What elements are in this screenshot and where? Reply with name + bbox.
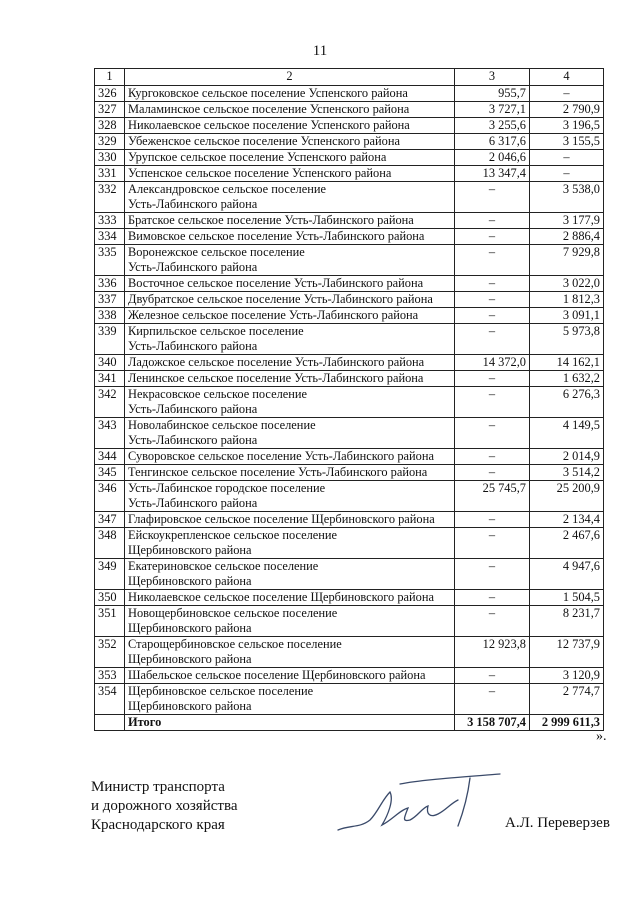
settlement-name-line: Ленинское сельское поселение Усть-Лабинского района <box>128 371 424 385</box>
value-col3: – <box>455 684 530 715</box>
settlement-name-line: Щербиновского района <box>128 543 252 557</box>
allocation-table <box>94 68 604 731</box>
settlement-name <box>125 166 455 182</box>
table-row <box>95 637 604 668</box>
settlement-name <box>125 308 455 324</box>
row-number: 350 <box>95 590 125 606</box>
row-number: 328 <box>95 118 125 134</box>
table-row <box>95 102 604 118</box>
settlement-name <box>125 150 455 166</box>
value-col3: – <box>455 668 530 684</box>
value-col3: – <box>455 449 530 465</box>
row-number: 331 <box>95 166 125 182</box>
value-col3: – <box>455 292 530 308</box>
settlement-name-line: Ладожское сельское поселение Усть-Лабинского района <box>128 355 425 369</box>
settlement-name-line: Усть-Лабинского района <box>128 197 258 211</box>
value-col4: 7 929,8 <box>530 245 604 276</box>
settlement-name-line: Маламинское сельское поселение Успенского района <box>128 102 410 116</box>
value-col3: – <box>455 371 530 387</box>
settlement-name-line: Щербиновского района <box>128 652 252 666</box>
settlement-name <box>125 86 455 102</box>
total-number-cell <box>95 715 125 731</box>
value-col3: 25 745,7 <box>455 481 530 512</box>
settlement-name-line: Шабельское сельское поселение Щербиновского района <box>128 668 426 682</box>
value-col4: 4 947,6 <box>530 559 604 590</box>
settlement-name-line: Усть-Лабинского района <box>128 402 258 416</box>
value-col3: – <box>455 528 530 559</box>
table-row <box>95 606 604 637</box>
value-col4: 12 737,9 <box>530 637 604 668</box>
settlement-name <box>125 324 455 355</box>
value-col4: 3 022,0 <box>530 276 604 292</box>
row-number: 353 <box>95 668 125 684</box>
value-col3: – <box>455 418 530 449</box>
row-number: 340 <box>95 355 125 371</box>
value-col4: 2 886,4 <box>530 229 604 245</box>
value-col4: 3 177,9 <box>530 213 604 229</box>
handwritten-signature <box>330 770 510 840</box>
value-col4: 4 149,5 <box>530 418 604 449</box>
settlement-name <box>125 387 455 418</box>
value-col3: 955,7 <box>455 86 530 102</box>
table-row <box>95 528 604 559</box>
value-col3: 6 317,6 <box>455 134 530 150</box>
settlement-name-line: Двубратское сельское поселение Усть-Лабинского района <box>128 292 433 306</box>
table-row <box>95 668 604 684</box>
settlement-name <box>125 355 455 371</box>
value-col4: 2 790,9 <box>530 102 604 118</box>
row-number: 339 <box>95 324 125 355</box>
settlement-name <box>125 418 455 449</box>
settlement-name <box>125 512 455 528</box>
settlement-name-line: Восточное сельское поселение Усть-Лабинского района <box>128 276 424 290</box>
value-col4: 2 014,9 <box>530 449 604 465</box>
table-row <box>95 150 604 166</box>
settlement-name <box>125 371 455 387</box>
row-number: 337 <box>95 292 125 308</box>
table-row <box>95 245 604 276</box>
value-col4: 3 514,2 <box>530 465 604 481</box>
value-col3: 2 046,6 <box>455 150 530 166</box>
value-col4: 1 812,3 <box>530 292 604 308</box>
table-row <box>95 324 604 355</box>
settlement-name-line: Вимовское сельское поселение Усть-Лабинского района <box>128 229 425 243</box>
value-col4: 2 467,6 <box>530 528 604 559</box>
settlement-name <box>125 229 455 245</box>
settlement-name <box>125 213 455 229</box>
row-number: 346 <box>95 481 125 512</box>
settlement-name-line: Урупское сельское поселение Успенского района <box>128 150 387 164</box>
settlement-name <box>125 590 455 606</box>
value-col4: 2 774,7 <box>530 684 604 715</box>
row-number: 334 <box>95 229 125 245</box>
settlement-name-line: Щербиновского района <box>128 699 252 713</box>
settlement-name <box>125 559 455 590</box>
column-header: 2 <box>125 69 455 86</box>
settlement-name <box>125 292 455 308</box>
value-col4: – <box>530 150 604 166</box>
total-col4: 2 999 611,3 <box>530 715 604 731</box>
settlement-name-line: Усть-Лабинского района <box>128 433 258 447</box>
page-number: 11 <box>312 43 328 59</box>
table-row <box>95 559 604 590</box>
settlement-name <box>125 182 455 213</box>
value-col3: – <box>455 213 530 229</box>
value-col4: 1 632,2 <box>530 371 604 387</box>
settlement-name-line: Екатериновское сельское поселение <box>128 559 319 573</box>
settlement-name <box>125 118 455 134</box>
settlement-name <box>125 668 455 684</box>
table-row <box>95 371 604 387</box>
value-col3: – <box>455 308 530 324</box>
settlement-name <box>125 465 455 481</box>
signature-title-line: Министр транспорта <box>91 779 225 795</box>
settlement-name <box>125 684 455 715</box>
table-row <box>95 481 604 512</box>
settlement-name-line: Усть-Лабинского района <box>128 496 258 510</box>
settlement-name-line: Воронежское сельское поселение <box>128 245 305 259</box>
row-number: 330 <box>95 150 125 166</box>
signature-title <box>91 778 238 835</box>
row-number: 335 <box>95 245 125 276</box>
table-row <box>95 308 604 324</box>
settlement-name-line: Успенское сельское поселение Успенского района <box>128 166 392 180</box>
settlement-name-line: Кирпильское сельское поселение <box>128 324 304 338</box>
value-col3: – <box>455 245 530 276</box>
settlement-name <box>125 245 455 276</box>
settlement-name-line: Ейскоукрепленское сельское поселение <box>128 528 338 542</box>
column-header: 4 <box>530 69 604 86</box>
settlement-name-line: Щербиновское сельское поселение <box>128 684 314 698</box>
value-col4: 3 091,1 <box>530 308 604 324</box>
signature-title-line: и дорожного хозяйства <box>91 798 238 814</box>
value-col3: 13 347,4 <box>455 166 530 182</box>
value-col3: – <box>455 606 530 637</box>
settlement-name-line: Новолабинское сельское поселение <box>128 418 316 432</box>
value-col4: 3 196,5 <box>530 118 604 134</box>
table-row <box>95 418 604 449</box>
table-row <box>95 276 604 292</box>
column-header: 3 <box>455 69 530 86</box>
settlement-name-line: Старощербиновское сельское поселение <box>128 637 342 651</box>
settlement-name-line: Усть-Лабинского района <box>128 260 258 274</box>
settlement-name-line: Суворовское сельское поселение Усть-Лабинского района <box>128 449 435 463</box>
settlement-name-line: Кургоковское сельское поселение Успенского района <box>128 86 408 100</box>
value-col4: 3 538,0 <box>530 182 604 213</box>
value-col4: 14 162,1 <box>530 355 604 371</box>
value-col3: 3 727,1 <box>455 102 530 118</box>
value-col3: – <box>455 229 530 245</box>
total-label: Итого <box>125 715 455 731</box>
settlement-name <box>125 134 455 150</box>
row-number: 327 <box>95 102 125 118</box>
value-col3: 12 923,8 <box>455 637 530 668</box>
value-col3: 14 372,0 <box>455 355 530 371</box>
row-number: 333 <box>95 213 125 229</box>
row-number: 344 <box>95 449 125 465</box>
value-col3: – <box>455 276 530 292</box>
value-col4: 3 120,9 <box>530 668 604 684</box>
table-row <box>95 166 604 182</box>
settlement-name <box>125 449 455 465</box>
settlement-name <box>125 276 455 292</box>
settlement-name-line: Братское сельское поселение Усть-Лабинского района <box>128 213 414 227</box>
settlement-name-line: Глафировское сельское поселение Щербиновского района <box>128 512 435 526</box>
value-col3: – <box>455 387 530 418</box>
table-row <box>95 512 604 528</box>
settlement-name <box>125 606 455 637</box>
settlement-name-line: Усть-Лабинское городское поселение <box>128 481 326 495</box>
settlement-name <box>125 102 455 118</box>
settlement-name-line: Железное сельское поселение Усть-Лабинского района <box>128 308 419 322</box>
table-row <box>95 590 604 606</box>
settlement-name <box>125 637 455 668</box>
row-number: 338 <box>95 308 125 324</box>
settlement-name-line: Щербиновского района <box>128 574 252 588</box>
table-row <box>95 118 604 134</box>
signature-title-line: Краснодарского края <box>91 817 225 833</box>
row-number: 351 <box>95 606 125 637</box>
value-col3: – <box>455 182 530 213</box>
settlement-name-line: Николаевское сельское поселение Успенского района <box>128 118 410 132</box>
table-row <box>95 213 604 229</box>
total-row <box>95 715 604 731</box>
value-col4: – <box>530 166 604 182</box>
row-number: 336 <box>95 276 125 292</box>
total-col3: 3 158 707,4 <box>455 715 530 731</box>
value-col4: 25 200,9 <box>530 481 604 512</box>
row-number: 354 <box>95 684 125 715</box>
table-row <box>95 387 604 418</box>
row-number: 345 <box>95 465 125 481</box>
row-number: 343 <box>95 418 125 449</box>
table-row <box>95 292 604 308</box>
settlement-name-line: Николаевское сельское поселение Щербиновского района <box>128 590 434 604</box>
table-row <box>95 355 604 371</box>
settlement-name-line: Усть-Лабинского района <box>128 339 258 353</box>
row-number: 352 <box>95 637 125 668</box>
settlement-name-line: Новощербиновское сельское поселение <box>128 606 338 620</box>
value-col3: 3 255,6 <box>455 118 530 134</box>
value-col4: 5 973,8 <box>530 324 604 355</box>
row-number: 349 <box>95 559 125 590</box>
row-number: 342 <box>95 387 125 418</box>
row-number: 332 <box>95 182 125 213</box>
settlement-name-line: Александровское сельское поселение <box>128 182 326 196</box>
closing-quote-mark: ». <box>596 729 607 744</box>
value-col3: – <box>455 590 530 606</box>
row-number: 341 <box>95 371 125 387</box>
table-row <box>95 229 604 245</box>
settlement-name-line: Тенгинское сельское поселение Усть-Лабинского района <box>128 465 428 479</box>
value-col4: – <box>530 86 604 102</box>
table-row <box>95 684 604 715</box>
value-col3: – <box>455 512 530 528</box>
settlement-name <box>125 481 455 512</box>
value-col4: 3 155,5 <box>530 134 604 150</box>
table-row <box>95 134 604 150</box>
row-number: 326 <box>95 86 125 102</box>
value-col4: 6 276,3 <box>530 387 604 418</box>
table-row <box>95 182 604 213</box>
value-col3: – <box>455 559 530 590</box>
signer-name: А.Л. Переверзев <box>505 815 610 831</box>
settlement-name-line: Некрасовское сельское поселение <box>128 387 308 401</box>
table-row <box>95 86 604 102</box>
value-col3: – <box>455 465 530 481</box>
table-row <box>95 465 604 481</box>
value-col4: 2 134,4 <box>530 512 604 528</box>
settlement-name-line: Щербиновского района <box>128 621 252 635</box>
table-row <box>95 449 604 465</box>
settlement-name-line: Убеженское сельское поселение Успенского района <box>128 134 400 148</box>
row-number: 329 <box>95 134 125 150</box>
column-header: 1 <box>95 69 125 86</box>
settlement-name <box>125 528 455 559</box>
value-col3: – <box>455 324 530 355</box>
row-number: 348 <box>95 528 125 559</box>
value-col4: 1 504,5 <box>530 590 604 606</box>
table-header-row <box>95 69 604 86</box>
value-col4: 8 231,7 <box>530 606 604 637</box>
row-number: 347 <box>95 512 125 528</box>
